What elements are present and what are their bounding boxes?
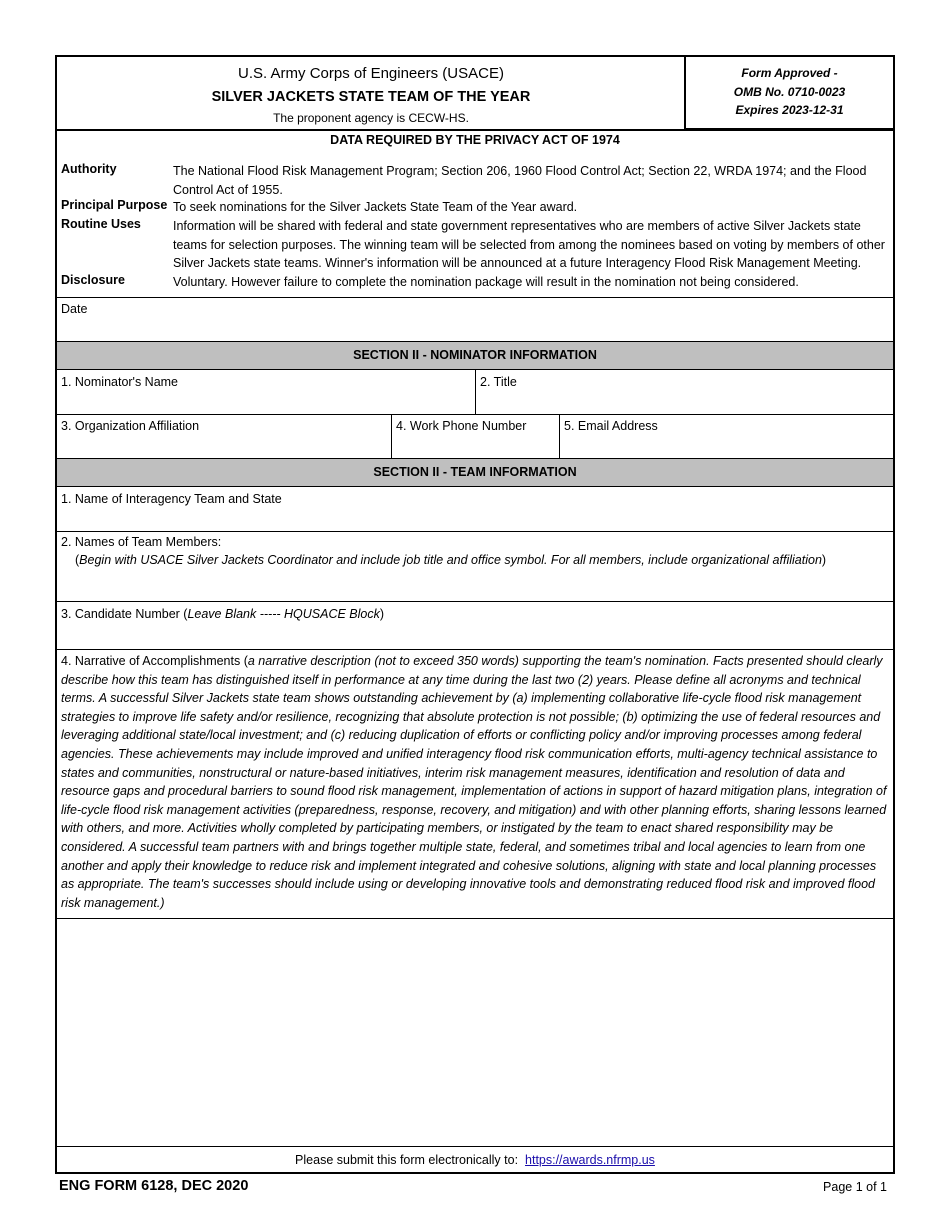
date-label: Date: [61, 302, 88, 316]
candidate-number-text: 3. Candidate Number (: [61, 607, 188, 621]
approval-line: Expires 2023-12-31: [735, 103, 844, 117]
team-members-hint: (Begin with USACE Silver Jackets Coordinator and include job title and office symbol. For all members, include organizational affiliation): [75, 553, 827, 567]
email-label: 5. Email Address: [564, 419, 658, 433]
narrative-hint: a narrative description (not to exceed 350 words) supporting the team's nomination. Facts presented should clearly describe how this team has distinguished itself in performance at any time during the last two (2) years. Please define all acronyms and technical terms. A successful Silver Jackets state team shows outstanding achievement by (a) implementing collaborative life-cycle flood risk management strategies to improve life safety and/or resilience, recognizing that absolute protection is not possible; (b) optimizing the use of federal resources and leveraging additional state/local investment; and (c) reducing duplication of efforts or conflicting policy and/or improving processes among federal agencies. These achievements may include improved and unified interagency flood risk communication efforts, multi-agency technical assistance to states and communities, nonstructural or nature-based initiatives, interim risk management measures, identification and resolution of data and resource gaps and procedural barriers to sound flood risk management, implementation of actions in support of hazard mitigation plans, integration of life-cycle flood risk management activities (preparedness, response, recovery, and mitigation) and with other planning efforts, sharing lessons learned with others, and more. Activities wholly completed by participating members, or instigated by the team to enact shared responsibility may be considered. A successful team partners with and brings together multiple state, federal, and sometimes tribal and local agencies to learn from one another and apply their knowledge to reduce risk and implement integrated and cohesive solutions, aligning with state and local planning processes as appropriate. The team's successes should include using or developing innovative tools and demonstrating reduced flood risk and improved flood risk management.): [61, 654, 887, 910]
team-members-label: 2. Names of Team Members:: [61, 535, 222, 549]
privacy-value: The National Flood Risk Management Program; Section 206, 1960 Flood Control Act; Section 22, WRDA 1974; and the Flood Control Act of 1955.: [173, 164, 867, 197]
nominator-name-field[interactable]: [57, 391, 475, 413]
approval-box: [686, 64, 893, 120]
privacy-value: To seek nominations for the Silver Jackets State Team of the Year award.: [173, 200, 578, 214]
privacy-heading: DATA REQUIRED BY THE PRIVACY ACT OF 1974: [330, 133, 620, 147]
privacy-key: Authority: [61, 162, 117, 176]
organization-label: 3. Organization Affiliation: [61, 419, 200, 433]
privacy-key: Routine Uses: [61, 217, 141, 231]
narrative-field[interactable]: [57, 919, 893, 1145]
work-phone-label: 4. Work Phone Number: [396, 419, 527, 433]
row-line: [57, 601, 893, 602]
date-field[interactable]: [57, 319, 197, 341]
candidate-number-field: [57, 625, 893, 648]
submit-link[interactable]: https://awards.nfrmp.us: [525, 1153, 655, 1167]
header-bottom-line: [57, 129, 893, 131]
candidate-number-hint: Leave Blank ----- HQUSACE Block: [187, 607, 380, 621]
title-field[interactable]: [476, 391, 892, 413]
team-members-field[interactable]: [57, 571, 893, 600]
privacy-key: Disclosure: [61, 273, 125, 287]
section-nominator-heading: SECTION II - NOMINATOR INFORMATION: [57, 341, 893, 370]
form-title: SILVER JACKETS STATE TEAM OF THE YEAR: [211, 89, 531, 105]
privacy-bottom-line: [57, 297, 893, 298]
approval-line: OMB No. 0710-0023: [733, 84, 846, 99]
privacy-value: Information will be shared with federal and state government representatives who are members of active Silver Jackets state teams for selection purposes. The winning team will be selected from among the nominees based on voting by members of other Silver Jackets state teams. Winner's information will be announced at a future Interagency Flood Risk Management Meeting.: [173, 219, 885, 270]
candidate-number-close: ): [379, 607, 385, 621]
title-label: 2. Title: [480, 375, 517, 389]
submit-row-line: [57, 1146, 893, 1147]
page-number: Page 1 of 1: [823, 1180, 887, 1194]
organization-field[interactable]: [57, 435, 391, 457]
agency-name: U.S. Army Corps of Engineers (USACE): [238, 65, 504, 82]
row-line: [57, 531, 893, 532]
row-line: [57, 414, 893, 415]
approval-line: Form Approved -: [741, 66, 838, 80]
privacy-value: Voluntary. However failure to complete the nomination package will result in the nomination not being considered.: [173, 275, 799, 289]
team-name-label: 1. Name of Interagency Team and State: [61, 492, 282, 506]
narrative-label: [61, 652, 891, 912]
team-name-field[interactable]: [57, 509, 893, 530]
privacy-key: Principal Purpose: [61, 198, 168, 212]
work-phone-field[interactable]: [392, 435, 558, 457]
row-line: [57, 649, 893, 650]
section-team-heading: SECTION II - TEAM INFORMATION: [57, 458, 893, 487]
submit-text: Please submit this form electronically to:: [295, 1153, 519, 1167]
form-frame: [55, 55, 895, 1174]
email-field[interactable]: [560, 435, 892, 457]
proponent-note: The proponent agency is CECW-HS.: [273, 111, 469, 125]
candidate-number-label: [61, 607, 384, 621]
narrative-label-text: 4. Narrative of Accomplishments (: [61, 654, 248, 668]
nominator-name-label: 1. Nominator's Name: [61, 375, 179, 389]
team-members-hint-text: Begin with USACE Silver Jackets Coordinator and include job title and office symbol. For all members, include organizational affiliation: [79, 553, 822, 567]
form-id: ENG FORM 6128, DEC 2020: [59, 1178, 249, 1194]
submit-instructions: [57, 1153, 893, 1167]
